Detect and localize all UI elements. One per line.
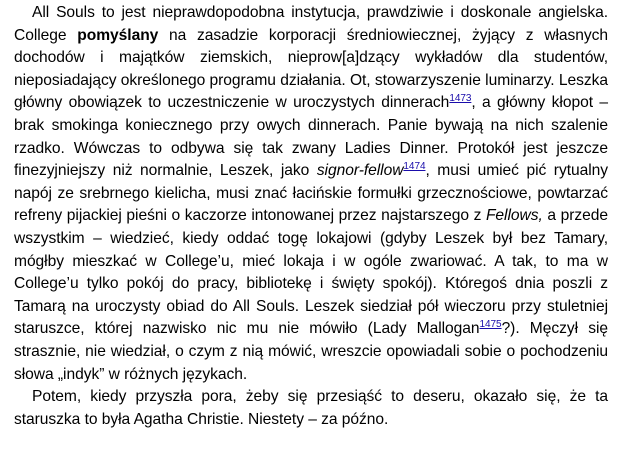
footnote-link-1473[interactable]: 1473 [449, 93, 472, 105]
text-segment: ?). Męczył się strasznie, nie wiedział, o czym z nią mówić, wreszcie opowiadali sobie o pochodzeniu słowa „indyk” w różnych językach. [14, 320, 608, 383]
paragraph-2 [14, 386, 608, 431]
italic-text: signor-fellow [316, 162, 404, 180]
text-segment: na zasadzie korporacji średniowiecznej, żyjący z własnych dochodów i majątków ziemskich, nieprow[a]dzący wykładów dla studentów, nieposiadający określonego programu działania. Ot, stowarzyszenie luminarzy. Leszka główny obowiązek to uczestniczenie w uroczystych dinnerach [14, 26, 608, 112]
bold-text: pomyślany [77, 26, 159, 44]
text-segment: Potem, kiedy przyszła pora, żeby się przesiąść to deseru, okazało się, że ta staruszka to była Agatha Christie. Niestety – za późno. [14, 388, 608, 428]
text-segment: All Souls to jest nieprawdopodobna instytucja, prawdziwie i doskonale angielska. College [14, 4, 608, 44]
document-page [14, 2, 608, 431]
italic-text: Fellows, [485, 207, 543, 225]
text-segment: , a główny kłopot – brak smokinga koniecznego przy owych dinnerach. Panie bywają na nich szalenie rzadko. Wówczas to odbywa się tak zwany Ladies Dinner. Protokół jest jeszcze finezyjniejszy niż normalnie, Leszek, jako [14, 94, 608, 180]
text-segment: , musi umieć pić rytualny napój ze srebrnego kielicha, musi znać łacińskie formułki grzecznościowe, powtarzać refreny pijackiej pieśni o kaczorze intonowanej przez najstarszego z [14, 162, 609, 225]
paragraph-1 [14, 2, 608, 386]
text-segment: a przede wszystkim – wiedzieć, kiedy oddać togę lokajowi (gdyby Leszek był bez Tamary, mógłby mieszkać w College’u, mieć lokaja i w ogóle zwariować. A tak, to ma w College’u tylko pokój do pracy, bibliotekę i święty spokój). Któregoś dnia poszli z Tamarą na uroczysty obiad do All Souls. Leszek siedział pół wieczoru przy stuletniej staruszce, której nazwisko nic mu nie mówiło (Lady Mallogan [14, 207, 608, 338]
footnote-link-1474[interactable]: 1474 [403, 160, 426, 172]
footnote-link-1475[interactable]: 1475 [479, 319, 502, 331]
